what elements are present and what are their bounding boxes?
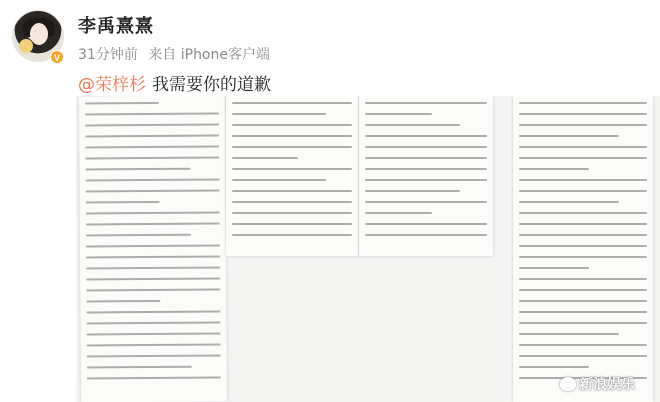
handwritten-line bbox=[232, 146, 352, 148]
handwritten-line bbox=[365, 102, 487, 104]
handwritten-line bbox=[232, 124, 352, 126]
handwritten-line bbox=[519, 245, 647, 247]
handwritten-line bbox=[232, 135, 352, 137]
avatar-face bbox=[30, 23, 48, 45]
handwritten-line bbox=[519, 135, 619, 137]
handwritten-line bbox=[365, 113, 432, 115]
handwritten-line bbox=[86, 234, 191, 237]
handwritten-line bbox=[519, 168, 589, 170]
handwritten-line bbox=[519, 234, 647, 236]
post-image[interactable] bbox=[76, 96, 660, 402]
handwritten-line bbox=[86, 190, 220, 193]
handwritten-line bbox=[232, 113, 326, 115]
handwritten-line bbox=[519, 355, 647, 357]
handwritten-line bbox=[86, 201, 160, 204]
handwritten-line bbox=[85, 157, 219, 160]
handwritten-line bbox=[86, 245, 220, 248]
username[interactable]: 李禹熹熹 bbox=[78, 16, 154, 37]
handwritten-line bbox=[87, 366, 192, 369]
handwritten-line bbox=[365, 168, 487, 170]
handwritten-line bbox=[519, 179, 647, 181]
handwritten-line bbox=[365, 135, 487, 137]
handwritten-line bbox=[87, 322, 221, 325]
handwritten-line bbox=[519, 311, 647, 313]
handwritten-lines bbox=[365, 102, 487, 245]
handwritten-line bbox=[86, 267, 220, 270]
handwritten-line bbox=[519, 267, 589, 269]
handwritten-line bbox=[86, 212, 220, 215]
handwritten-line bbox=[85, 135, 219, 138]
handwritten-line bbox=[519, 201, 619, 203]
handwritten-line bbox=[86, 311, 220, 314]
post-header bbox=[0, 0, 660, 70]
handwritten-line bbox=[232, 223, 352, 225]
post-time: 31分钟前 bbox=[78, 47, 138, 63]
handwritten-line bbox=[232, 157, 298, 159]
handwritten-lines bbox=[232, 102, 352, 245]
letter-page-1 bbox=[79, 96, 227, 402]
handwritten-line bbox=[519, 344, 647, 346]
handwritten-line bbox=[365, 201, 487, 203]
handwritten-line bbox=[85, 102, 159, 105]
handwritten-line bbox=[365, 234, 487, 236]
handwritten-line bbox=[86, 300, 160, 303]
verified-badge-icon: V bbox=[50, 50, 64, 64]
handwritten-line bbox=[232, 102, 352, 104]
handwritten-line bbox=[87, 355, 221, 358]
watermark bbox=[560, 374, 635, 394]
handwritten-line bbox=[86, 223, 220, 226]
handwritten-line bbox=[365, 223, 487, 225]
handwritten-line bbox=[85, 146, 219, 149]
handwritten-line bbox=[365, 212, 432, 214]
handwritten-lines bbox=[519, 102, 647, 388]
handwritten-line bbox=[85, 124, 219, 127]
handwritten-line bbox=[519, 102, 647, 104]
handwritten-line bbox=[85, 168, 190, 171]
handwritten-line bbox=[86, 289, 220, 292]
handwritten-line bbox=[519, 289, 647, 291]
handwritten-line bbox=[519, 157, 647, 159]
handwritten-line bbox=[232, 234, 352, 236]
handwritten-line bbox=[86, 278, 220, 281]
handwritten-line bbox=[365, 146, 487, 148]
handwritten-line bbox=[232, 201, 352, 203]
handwritten-line bbox=[519, 223, 647, 225]
handwritten-line bbox=[365, 190, 460, 192]
post-content bbox=[78, 70, 271, 95]
handwritten-line bbox=[87, 377, 221, 380]
handwritten-lines bbox=[85, 102, 221, 389]
handwritten-line bbox=[232, 168, 352, 170]
handwritten-line bbox=[519, 256, 647, 258]
post-source: 来自 iPhone客户端 bbox=[148, 47, 270, 63]
post-meta bbox=[78, 44, 276, 64]
avatar-flower bbox=[19, 39, 33, 53]
handwritten-line bbox=[87, 344, 221, 347]
mention-link[interactable]: @荣梓杉 bbox=[78, 75, 146, 95]
handwritten-line bbox=[365, 124, 460, 126]
handwritten-line bbox=[232, 212, 352, 214]
handwritten-line bbox=[86, 179, 220, 182]
handwritten-line bbox=[519, 113, 647, 115]
handwritten-line bbox=[519, 300, 647, 302]
handwritten-line bbox=[232, 190, 352, 192]
weibo-logo-icon bbox=[560, 377, 576, 391]
watermark-text: 新浪娱乐 bbox=[579, 377, 635, 393]
handwritten-line bbox=[85, 113, 219, 116]
letter-page-4 bbox=[513, 96, 653, 402]
handwritten-line bbox=[519, 124, 647, 126]
handwritten-line bbox=[232, 179, 326, 181]
handwritten-line bbox=[365, 179, 487, 181]
handwritten-line bbox=[519, 190, 647, 192]
post-text: 我需要你的道歉 bbox=[152, 75, 271, 95]
handwritten-line bbox=[86, 256, 220, 259]
handwritten-line bbox=[519, 366, 589, 368]
handwritten-line bbox=[519, 146, 647, 148]
letter-page-3 bbox=[359, 96, 493, 256]
handwritten-line bbox=[519, 212, 647, 214]
handwritten-line bbox=[365, 157, 487, 159]
handwritten-line bbox=[519, 322, 647, 324]
letter-page-2 bbox=[226, 96, 358, 256]
handwritten-line bbox=[87, 333, 221, 336]
handwritten-line bbox=[519, 278, 647, 280]
handwritten-line bbox=[519, 333, 619, 335]
